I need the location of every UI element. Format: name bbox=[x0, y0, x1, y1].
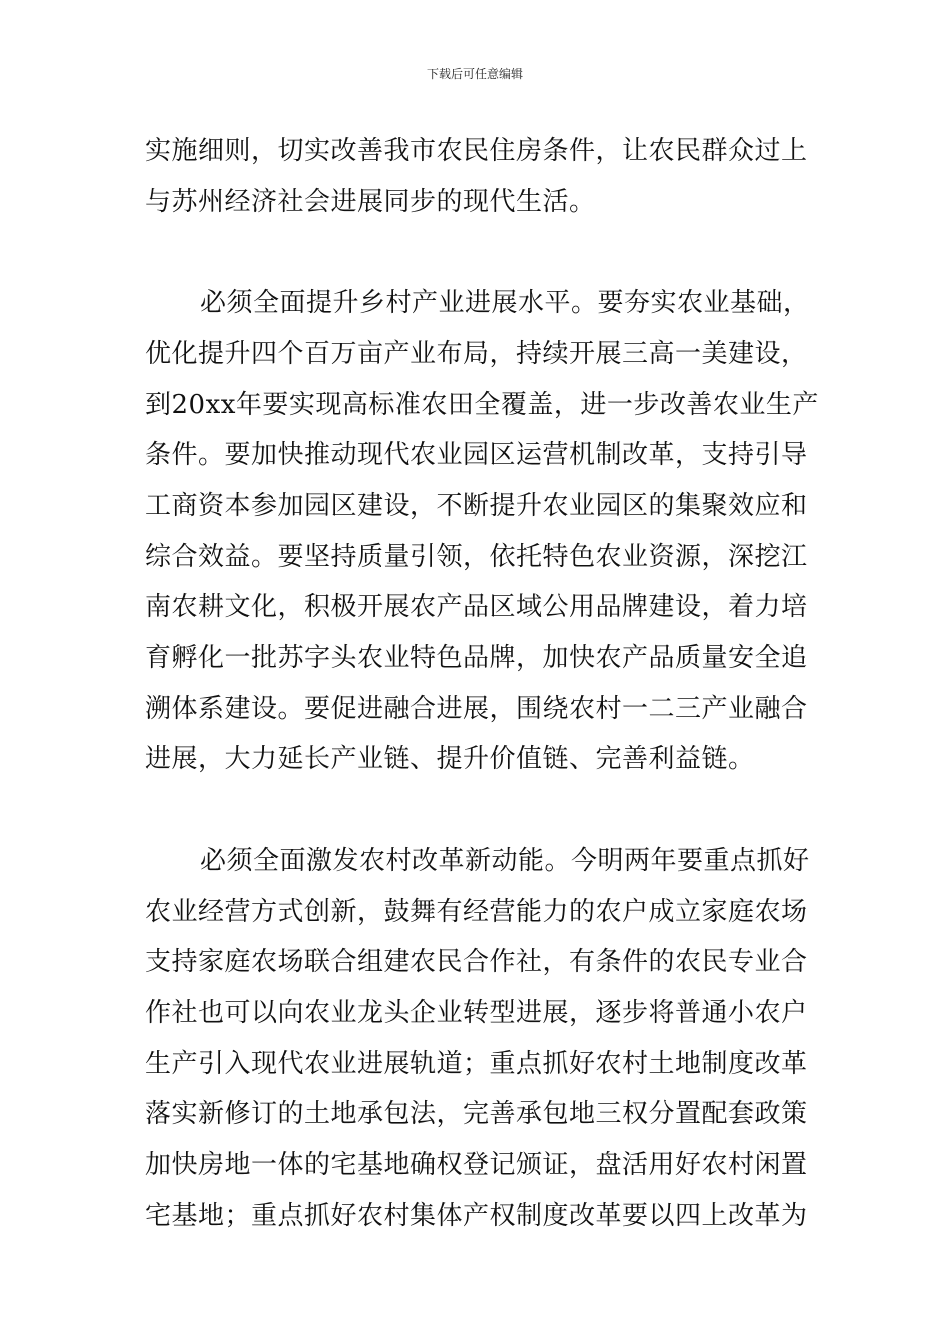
text-line: 支持家庭农场联合组建农民合作社，有条件的农民专业合 bbox=[145, 947, 808, 978]
text-line: 加快房地一体的宅基地确权登记颁证，盘活用好农村闲置 bbox=[145, 1150, 808, 1181]
paragraph-2 bbox=[145, 278, 819, 785]
paragraph-gap bbox=[145, 785, 810, 836]
text-line: 必须全面激发农村改革新动能。今明两年要重点抓好 bbox=[200, 845, 810, 876]
text-line: 溯体系建设。要促进融合进展，围绕农村一二三产业融合 bbox=[145, 693, 808, 724]
text-line: 工商资本参加园区建设，不断提升农业园区的集聚效应和 bbox=[145, 490, 808, 521]
text-line: 必须全面提升乡村产业进展水平。要夯实农业基础， bbox=[200, 288, 810, 319]
text-line: 到20xx年要实现高标准农田全覆盖，进一步改善农业生产 bbox=[145, 389, 819, 420]
text-line: 落实新修订的土地承包法，完善承包地三权分置配套政策 bbox=[145, 1099, 808, 1130]
text-line: 实施细则，切实改善我市农民住房条件，让农民群众过上 bbox=[145, 136, 808, 166]
text-line: 生产引入现代农业进展轨道；重点抓好农村土地制度改革 bbox=[145, 1048, 808, 1079]
paragraph-gap bbox=[145, 227, 810, 278]
text-line: 综合效益。要坚持质量引领，依托特色农业资源，深挖江 bbox=[145, 541, 808, 572]
text-line: 与苏州经济社会进展同步的现代生活。 bbox=[145, 186, 596, 217]
text-line: 优化提升四个百万亩产业布局，持续开展三高一美建设， bbox=[145, 338, 808, 369]
text-line: 南农耕文化，积极开展农产品区域公用品牌建设，着力培 bbox=[145, 592, 808, 623]
paragraph-3 bbox=[145, 836, 810, 1242]
document-body bbox=[145, 126, 819, 1241]
page-header: 下载后可任意编辑 bbox=[426, 67, 523, 81]
text-line: 农业经营方式创新，鼓舞有经营能力的农户成立家庭农场 bbox=[145, 896, 808, 927]
text-line: 进展，大力延长产业链、提升价值链、完善利益链。 bbox=[145, 744, 755, 775]
text-line: 育孵化一批苏字头农业特色品牌，加快农产品质量安全追 bbox=[145, 643, 808, 674]
paragraph-1 bbox=[145, 126, 810, 227]
text-line: 条件。要加快推动现代农业园区运营机制改革，支持引导 bbox=[145, 440, 808, 471]
text-line: 宅基地；重点抓好农村集体产权制度改革要以四上改革为 bbox=[145, 1200, 808, 1231]
text-line: 作社也可以向农业龙头企业转型进展，逐步将普通小农户 bbox=[145, 997, 808, 1028]
